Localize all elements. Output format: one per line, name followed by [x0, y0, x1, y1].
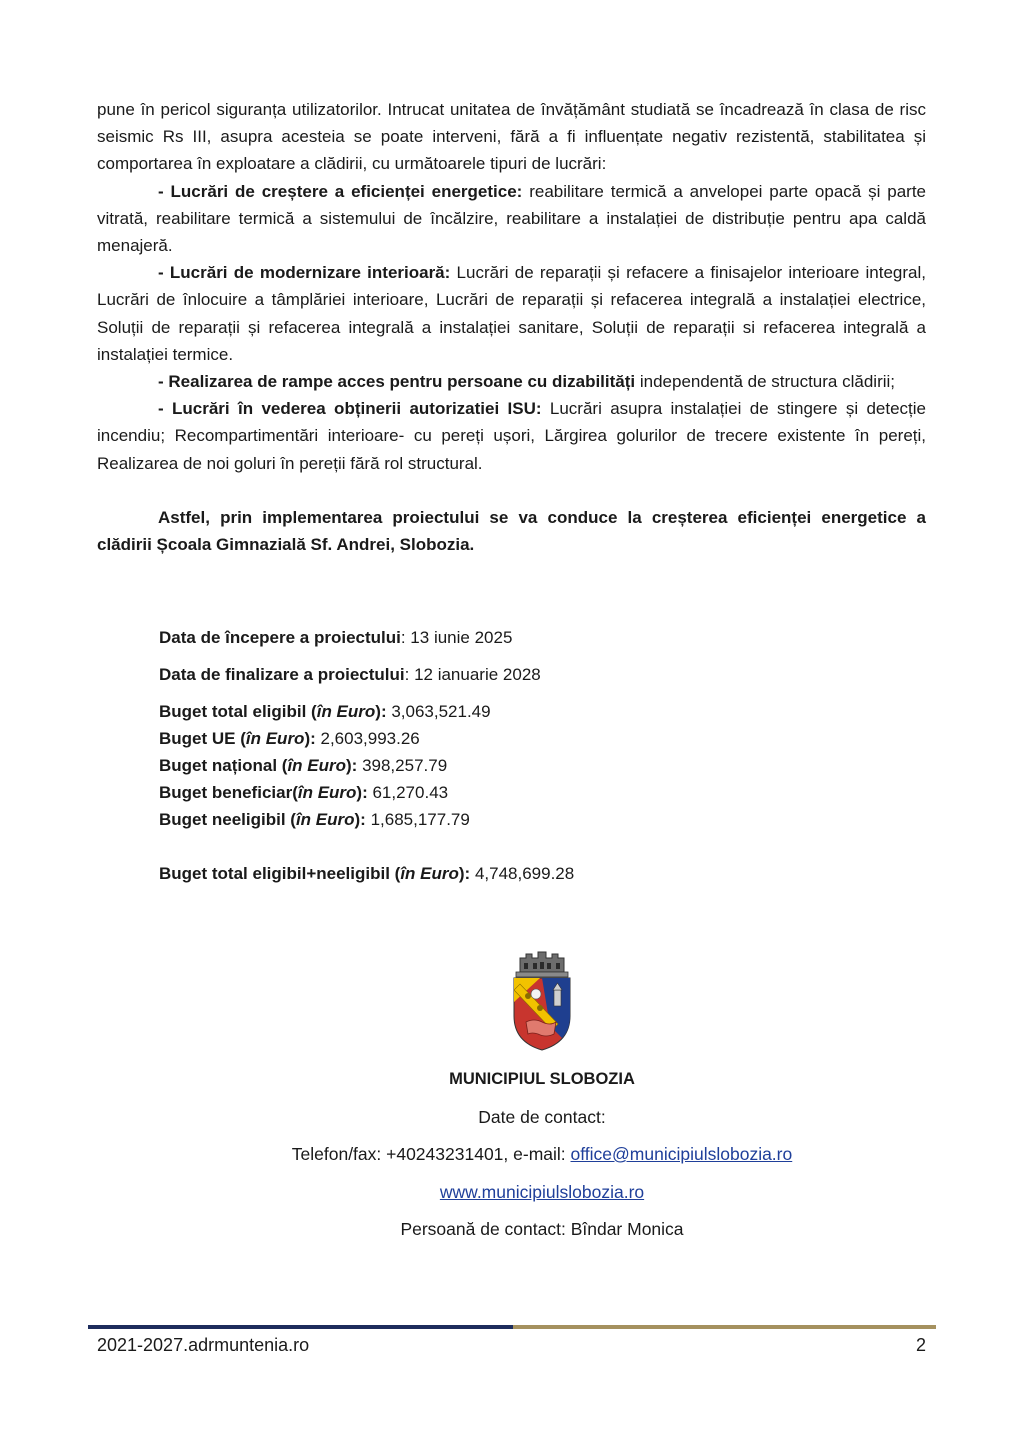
budget-label-text: Buget național (: [159, 756, 288, 775]
budget-ue: [159, 725, 574, 752]
budget-label-text: Buget neeligibil (: [159, 810, 296, 829]
budget-value: 3,063,521.49: [386, 702, 491, 721]
page-footer: [97, 1332, 926, 1358]
budget-label-text: Buget total eligibil+neeligibil (: [159, 864, 401, 883]
budget-value: 4,748,699.28: [470, 864, 575, 883]
bullet-text: reabilitare termică a anvelopei parte opacă și parte vitrată, reabilitare termică a sistemului de încălzire, reabilitare a instalației de distribuție pentru apa caldă menajeră.: [97, 181, 926, 256]
budget-label-close: ):: [304, 729, 316, 748]
budget-label: [159, 702, 387, 721]
bullet-title: - Lucrări de creștere a eficienței energetice:: [158, 181, 523, 201]
footer-divider-gold: [513, 1325, 936, 1329]
budget-total-eligible: [159, 698, 574, 725]
budget-label-close: ):: [354, 810, 366, 829]
budget-label-close: ):: [356, 783, 368, 802]
end-date-label: Data de finalizare a proiectului: [159, 665, 405, 684]
website-link[interactable]: www.municipiulslobozia.ro: [439, 1181, 645, 1202]
budget-unit: în Euro: [245, 729, 305, 748]
budget-label-text: Buget beneficiar(: [159, 783, 298, 802]
bullet-title: - Lucrări de modernizare interioară:: [158, 263, 451, 283]
budget-value: 2,603,993.26: [315, 729, 420, 748]
conclusion-paragraph: Astfel, prin implementarea proiectului se va conduce la creșterea eficienței energetice a clădirii Școala Gimnazială Sf. Andrei, Slobozia.: [97, 507, 926, 555]
budget-unit: în Euro: [287, 756, 347, 775]
start-date-label: Data de începere a proiectului: [159, 628, 401, 647]
contact-phone-email: [97, 1139, 987, 1177]
budget-neeligibil: [159, 806, 574, 833]
main-content: [97, 96, 926, 558]
budget-value: 1,685,177.79: [365, 810, 470, 829]
budget-label: [159, 729, 316, 748]
contact-person: Persoană de contact: Bîndar Monica: [400, 1219, 684, 1239]
budget-grand-total: [159, 860, 574, 887]
budget-label-close: ):: [375, 702, 387, 721]
bullet-interior-modernization: [97, 259, 926, 368]
bullet-text: independentă de structura clădirii;: [635, 372, 896, 392]
budget-unit: în Euro: [295, 810, 355, 829]
slobozia-crest-icon: [506, 950, 578, 1054]
budget-label: [159, 783, 368, 802]
budget-label: [159, 864, 470, 883]
page-number: 2: [915, 1335, 926, 1355]
website-line: [97, 1177, 987, 1215]
bullet-text: Lucrări asupra instalației de stingere și detecție incendiu; Recompartimentări interioare- cu pereți ușori, Lărgirea golurilor de trecere existente în pereți, Realizarea de noi goluri în pereții fără rol structural.: [97, 399, 926, 473]
budget-unit: în Euro: [297, 783, 357, 802]
organization-name: MUNICIPIUL SLOBOZIA: [449, 1070, 635, 1088]
bullet-energy-efficiency: [97, 178, 926, 260]
email-link[interactable]: office@municipiulslobozia.ro: [570, 1144, 793, 1164]
start-date: [159, 624, 574, 651]
contact-block: [97, 1064, 987, 1252]
project-details: [159, 624, 574, 887]
budget-label: [159, 810, 366, 829]
bullet-isu-authorization: [97, 395, 926, 477]
bullet-access-ramps: [97, 368, 926, 395]
budget-label-close: ):: [458, 864, 471, 883]
footer-divider-blue: [88, 1325, 513, 1329]
bullet-title: - Lucrări în vederea obținerii autorizatiei ISU:: [158, 399, 542, 419]
budget-label-close: ):: [346, 756, 358, 775]
budget-unit: în Euro: [400, 864, 459, 883]
budget-label-text: Buget total eligibil (: [159, 702, 317, 721]
budget-value: 61,270.43: [367, 783, 449, 802]
end-date: [159, 661, 574, 688]
end-date-value: : 12 ianuarie 2028: [404, 665, 541, 684]
bullet-title: - Realizarea de rampe acces pentru persoane cu dizabilități: [158, 372, 636, 392]
budget-label: [159, 756, 357, 775]
budget-unit: în Euro: [316, 702, 376, 721]
budget-national: [159, 752, 574, 779]
budget-value: 398,257.79: [357, 756, 448, 775]
budget-label-text: Buget UE (: [159, 729, 246, 748]
footer-site: 2021-2027.adrmuntenia.ro: [97, 1335, 310, 1355]
phone-text: Telefon/fax: +40243231401, e-mail:: [291, 1144, 571, 1164]
footer-divider: [88, 1325, 936, 1329]
contact-heading: Date de contact:: [478, 1106, 606, 1127]
intro-paragraph: pune în pericol siguranța utilizatorilor. Intrucat unitatea de învățământ studiată se încadrează în clasa de risc seismic Rs III, asupra acesteia se poate interveni, fără a fi influențate negativ rezistentă, stabilitatea și comportarea în exploatare a clădirii, cu următoarele tipuri de lucrări:: [97, 100, 926, 174]
budget-beneficiar: [159, 779, 574, 806]
start-date-value: : 13 iunie 2025: [400, 628, 513, 647]
bullet-text: Lucrări de reparații și refacere a finisajelor interioare integral, Lucrări de înlocuire a tâmplăriei interioare, Lucrări de reparații și refacerea integrală a instalației electrice, Soluții de reparații și refacerea integrală a instalației sanitare, Soluții de reparații si refacerea integrală a instalației termice.: [97, 263, 926, 364]
